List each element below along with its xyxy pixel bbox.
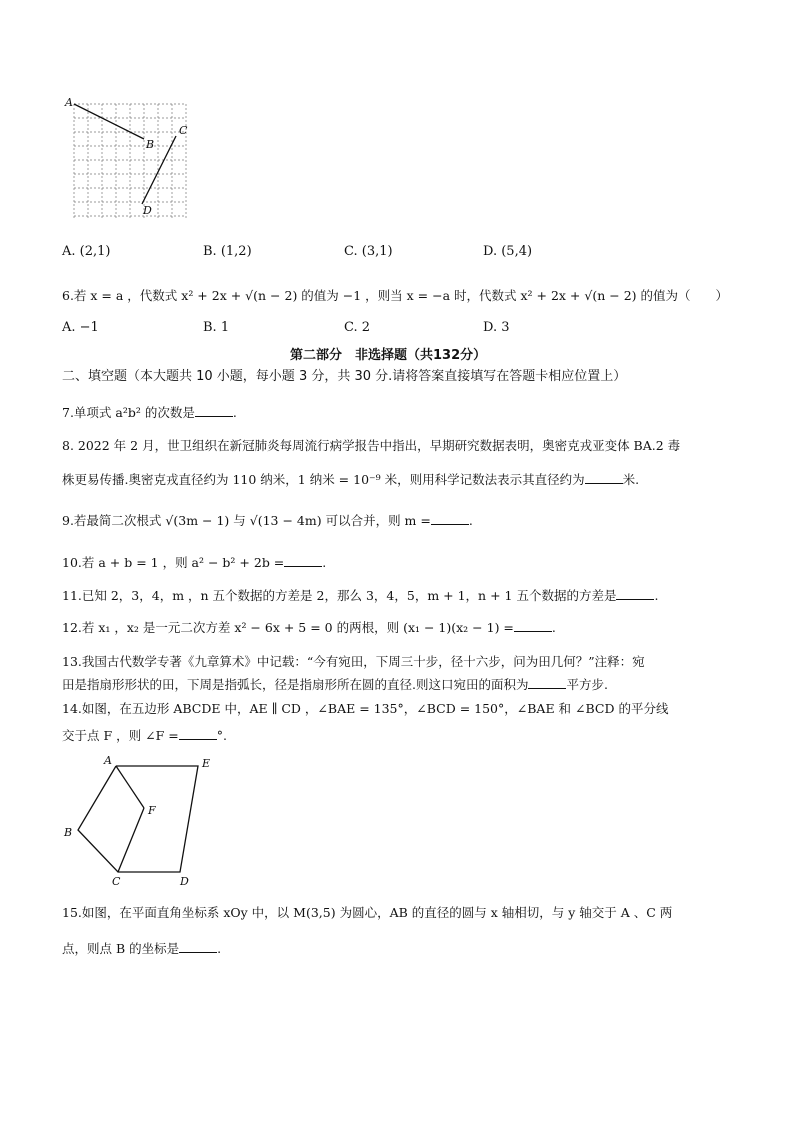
q9-text: 9.若最简二次根式 √(3m − 1) 与 √(13 − 4m) 可以合并，则 m = [62,513,431,528]
question-11 [62,587,658,605]
grid-figure [62,96,202,226]
section2-title-text: 二、填空题（本大题共 10 小题，每小题 3 分，共 30 分.请将答案直接填写在答题卡相应位置上） [62,369,627,384]
segment-ab [74,104,144,139]
q7-tail: . [232,405,237,420]
q8-text: 株更易传播.奥密克戎直径约为 110 纳米，1 纳米 = 10⁻⁹ 米，则用科学记数法表示其直径约为 [62,472,585,487]
label-f: F [148,804,156,817]
bisector-cf [118,808,144,872]
label-b: B [64,826,73,839]
q12-answer-blank [514,619,552,632]
question-10 [62,554,326,572]
q13-tail: 平方步. [566,677,608,692]
q10-text: 10.若 a + b = 1 ，则 a² − b² + 2b = [62,555,285,570]
q6-option-a: A. −1 [62,320,99,335]
q14-tail: °. [216,728,227,743]
q10-tail: . [322,555,327,570]
question-12 [62,619,556,637]
q13-answer-blank [528,676,566,689]
bisector-af [116,766,144,808]
q13-text: 田是指扇形形状的田，下周是指弧长，径是指扇形所在圆的直径.则这口宛田的面积为 [62,677,529,692]
q5-option-d: D. (5,4) [483,244,533,259]
question-7 [62,404,237,422]
q9-answer-blank [431,512,469,525]
section2-title [62,367,626,386]
label-e: E [202,757,211,770]
question-13-line1: 13.我国古代数学专著《九章算术》中记载：“今有宛田，下周三十步，径十六步，问为田几何？”注释：宛 [62,654,645,669]
q15-tail: . [217,941,222,956]
q14-text: 交于点 F ，则 ∠F = [62,728,179,743]
part2-heading: 第二部分 非选择题（共132分） [290,348,487,363]
q8-answer-blank [585,471,623,484]
q15-answer-blank [179,940,217,953]
q5-option-a: A. (2,1) [62,244,111,259]
question-13-line2 [62,676,608,694]
q6-option-d: D. 3 [483,320,510,335]
q5-option-c: C. (3,1) [344,244,393,259]
q6-option-b: B. 1 [203,320,230,335]
label-d: D [143,204,152,217]
q15-text: 点，则点 B 的坐标是 [62,941,180,956]
q9-tail: . [468,513,473,528]
pentagon-outline [78,766,198,872]
label-b: B [146,138,155,151]
label-d: D [180,875,189,888]
q7-answer-blank [195,404,233,417]
q7-text: 7.单项式 a²b² 的次数是 [62,405,195,420]
q5-option-b: B. (1,2) [203,244,252,259]
q11-text: 11.已知 2，3，4，m ，n 五个数据的方差是 2，那么 3，4，5，m + 1，n + 1 五个数据的方差是 [62,588,617,603]
question-15-line2 [62,940,221,958]
label-c: C [179,124,188,137]
q10-answer-blank [284,554,322,567]
q12-tail: . [551,620,556,635]
q8-tail: 米. [622,472,640,487]
question-9 [62,512,473,530]
question-15-line1: 15.如图，在平面直角坐标系 xOy 中，以 M(3,5) 为圆心，AB 的直径的圆与 x 轴相切，与 y 轴交于 A 、C 两 [62,905,673,920]
q6-option-c: C. 2 [344,320,371,335]
label-a: A [104,754,112,767]
label-a: A [65,96,73,109]
q12-text: 12.若 x₁ ，x₂ 是一元二次方差 x² − 6x + 5 = 0 的两根，则 (x₁ − 1)(x₂ − 1) = [62,620,514,635]
question-8-line2 [62,471,639,489]
pentagon-figure [60,752,230,888]
question-14-line2 [62,727,227,745]
question-8-line1: 8. 2022 年 2 月，世卫组织在新冠肺炎每周流行病学报告中指出，早期研究数据表明，奥密克戎亚变体 BA.2 毒 [62,438,681,453]
question-6: 6.若 x = a ，代数式 x² + 2x + √(n − 2) 的值为 −1 ，则当 x = −a 时，代数式 x² + 2x + √(n − 2) 的值为（ ） [62,288,728,303]
q14-answer-blank [179,727,217,740]
q11-answer-blank [616,587,654,600]
question-14-line1: 14.如图，在五边形 ABCDE 中，AE ∥ CD ，∠BAE = 135°，∠BCD = 150°，∠BAE 和 ∠BCD 的平分线 [62,701,669,716]
q11-tail: . [654,588,659,603]
label-c: C [112,875,121,888]
